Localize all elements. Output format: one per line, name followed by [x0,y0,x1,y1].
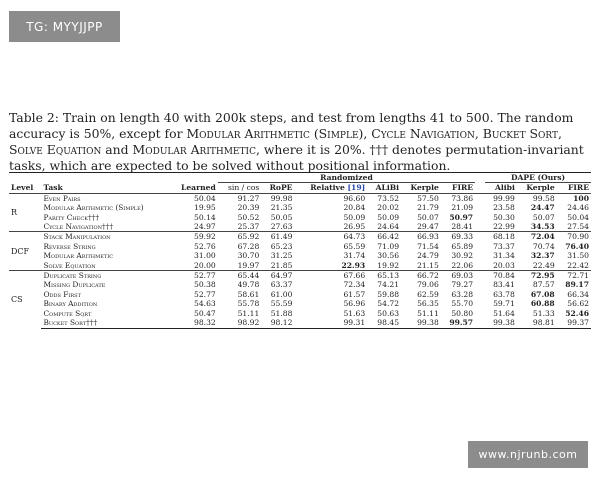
task-name: Modular Arithmetic [43,251,114,261]
column-spacer [475,280,485,289]
table-cell: 59.71 [493,299,515,309]
table-cell: 20.00 [194,260,216,270]
table-cell: 51.11 [237,308,260,318]
table-cell: 61.57 [343,289,366,299]
column-spacer [475,203,485,212]
header-dape-alibi: Alibi [494,183,515,193]
table-cell: 65.23 [270,241,293,251]
table-cell: 26.95 [343,222,366,232]
column-spacer [475,261,485,271]
table-cell: 20.84 [343,203,366,213]
table-cell: 72.71 [557,271,591,281]
column-spacer [475,271,485,281]
task-name: Bucket Sort††† [41,318,170,328]
table-cell: 99.99 [485,193,517,203]
table-cell: 74.21 [377,280,400,290]
table-caption: Table 2: Train on length 40 with 200k steps, and test from lengths 41 to 500. The random accuracy is 50%, except for Modular Arithmetic (Simple), Cycle Navigation, Bucket Sort, Solve Equation and Modular Arithmetic, where it is 20%. ††† denotes permutation-invariant tasks, which are expected to be solved without positional information. [9,110,584,173]
table-cell: 67.28 [237,241,260,251]
table-cell: 21.35 [270,203,293,213]
table-cell: 76.40 [565,241,589,251]
task-name: Odds First [43,289,81,299]
table-cell: 24.46 [567,203,589,213]
table-cell: 22.06 [451,260,474,270]
table-cell: 21.15 [417,260,439,270]
task-name: Reverse String [43,241,96,251]
table-cell: 30.70 [237,251,260,261]
table-cell: 91.27 [218,193,262,203]
header-dape-kerple: Kerple [526,183,555,193]
level-label: DCF [9,232,41,271]
table-cell: 20.39 [237,203,260,213]
table-cell: 79.06 [417,280,439,290]
table-cell: 52.76 [194,241,216,251]
level-label: R [9,193,41,232]
table-cell: 21.79 [417,203,439,213]
watermark-bottom: www.njrunb.com [468,441,588,468]
table-cell: 70.84 [485,271,517,281]
table-cell: 54.63 [194,299,216,309]
table-cell: 56.96 [343,299,366,309]
table-cell: 50.30 [493,212,515,222]
table-cell: 99.58 [517,193,557,203]
table-cell: 51.63 [343,308,366,318]
table-cell: 55.70 [451,299,474,309]
table-cell: 59.92 [170,232,218,242]
table-cell: 24.64 [377,222,400,232]
table-cell: 50.14 [194,212,216,222]
table-cell: 56.62 [567,299,589,309]
table-cell: 98.45 [367,318,401,328]
table-cell: 20.02 [377,203,400,213]
table-cell: 65.44 [218,271,262,281]
table-cell: 89.17 [565,280,589,290]
task-name: Binary Addition [43,299,98,309]
table-cell: 67.08 [530,289,555,299]
table-cell: 27.63 [270,222,293,232]
table-cell: 51.33 [532,308,555,318]
header-level: Level [11,183,34,193]
table-cell: 96.60 [294,193,367,203]
table-cell: 65.59 [343,241,366,251]
table-cell: 63.37 [270,280,293,290]
table-cell: 99.98 [261,193,294,203]
table-cell: 73.52 [367,193,401,203]
table-cell: 65.89 [451,241,474,251]
table-cell: 22.93 [341,260,366,270]
table-cell: 29.47 [417,222,439,232]
table-cell: 32.37 [530,251,555,261]
column-spacer [475,222,485,232]
table-row [9,318,591,328]
table-row [9,261,591,271]
table-cell: 31.25 [270,251,293,261]
table-cell: 49.78 [237,280,260,290]
table-cell: 22.42 [567,260,589,270]
table-cell: 50.80 [451,308,474,318]
table-cell: 66.42 [367,232,401,242]
table-cell: 100 [557,193,591,203]
table-cell: 23.58 [493,203,515,213]
table-cell: 60.88 [530,299,555,309]
column-spacer [475,309,485,318]
table-cell: 28.41 [451,222,474,232]
table-cell: 66.72 [401,271,441,281]
column-spacer [475,193,485,203]
table-cell: 51.11 [417,308,439,318]
header-relative: Relative [19] [310,183,366,193]
table-cell: 31.50 [567,251,589,261]
table-cell: 79.27 [451,280,474,290]
table-cell: 73.37 [493,241,515,251]
table-cell: 61.49 [261,232,294,242]
table-cell: 21.09 [451,203,474,213]
table-row [9,203,591,212]
table-cell: 63.78 [493,289,515,299]
table-cell: 98.92 [218,318,262,328]
table-cell: 72.95 [517,271,557,281]
table-cell: 50.09 [343,212,366,222]
table-cell: 50.52 [237,212,260,222]
table-cell: 55.59 [270,299,293,309]
table-row [9,309,591,318]
table-cell: 50.47 [194,308,216,318]
level-label: CS [9,271,41,328]
citation-link[interactable]: [19] [347,183,366,193]
table-cell: 50.04 [170,193,218,203]
table-cell: 98.12 [261,318,294,328]
task-name: Cycle Navigation††† [43,222,114,232]
table-cell: 19.95 [194,203,216,213]
table-cell: 31.00 [194,251,216,261]
table-cell: 24.97 [194,222,216,232]
header-fire: FIRE [452,183,474,193]
table-row [9,290,591,299]
table-cell: 64.97 [261,271,294,281]
watermark-top: TG: MYYJJPP [9,11,120,42]
header-learned: Learned [181,183,216,193]
table-cell: 58.61 [237,289,260,299]
table-cell: 19.97 [237,260,260,270]
table-cell: 50.07 [417,212,439,222]
table-row [9,232,591,242]
column-spacer [475,290,485,299]
table-cell: 73.86 [441,193,475,203]
table-row [9,242,591,251]
column-spacer [475,213,485,222]
table-cell: 19.92 [377,260,400,270]
table-cell: 99.38 [401,318,441,328]
table-cell: 30.92 [451,251,474,261]
table-row [9,280,591,289]
table-cell: 50.38 [194,280,216,290]
header-kerple: Kerple [410,183,439,193]
table-cell: 24.79 [417,251,439,261]
header-rope: RoPE [269,183,293,193]
dape-group-header: DAPE (Ours) [485,173,591,183]
table-cell: 99.37 [557,318,591,328]
task-name: Modular Arithmetic (Simple) [43,203,144,213]
table-cell: 99.31 [294,318,367,328]
table-cell: 61.00 [270,289,293,299]
table-cell: 52.77 [170,271,218,281]
table-cell: 51.88 [270,308,293,318]
task-name: Solve Equation [43,260,96,270]
table-cell: 66.93 [401,232,441,242]
header-sincos: sin / cos [228,183,260,193]
table-cell: 51.64 [493,308,515,318]
table-cell: 27.54 [567,222,589,232]
column-spacer [475,251,485,260]
table-cell: 52.46 [565,308,589,318]
table-row [9,299,591,308]
table-cell: 25.37 [237,222,260,232]
task-name: Parity Check††† [43,212,100,222]
table-cell: 65.92 [218,232,262,242]
header-alibi: ALiBi [375,183,400,193]
table-cell: 31.34 [493,251,515,261]
table-cell: 54.72 [377,299,400,309]
table-cell: 55.78 [237,299,260,309]
table-cell: 50.07 [532,212,555,222]
table-cell: 87.57 [532,280,555,290]
header-task: Task [43,183,63,193]
table-cell: 30.56 [377,251,400,261]
table-cell: 64.73 [294,232,367,242]
table-cell: 71.54 [417,241,439,251]
column-spacer [475,232,485,242]
table-cell: 22.99 [493,222,515,232]
header-dape-fire: FIRE [567,183,589,193]
table-cell: 68.18 [485,232,517,242]
table-cell: 69.03 [441,271,475,281]
table-cell: 99.57 [441,318,475,328]
task-name: Stack Manipulation [41,232,170,242]
table-cell: 70.74 [532,241,555,251]
table-cell: 50.09 [377,212,400,222]
column-spacer [475,242,485,251]
table-cell: 70.90 [557,232,591,242]
table-cell: 62.59 [417,289,439,299]
table-cell: 52.77 [194,289,216,299]
table-cell: 34.53 [530,222,555,232]
table-cell: 71.09 [377,241,400,251]
task-name: Compute Sqrt [43,308,92,318]
table-cell: 20.03 [493,260,515,270]
table-row [9,213,591,222]
table-cell: 57.50 [401,193,441,203]
table-cell: 69.33 [441,232,475,242]
randomized-group-header: Randomized [218,173,475,183]
table-cell: 50.97 [449,212,474,222]
column-spacer [475,318,485,328]
table-cell: 56.35 [417,299,439,309]
table-row [9,271,591,281]
table-cell: 66.34 [567,289,589,299]
table-cell: 50.63 [377,308,400,318]
table-cell: 21.85 [270,260,293,270]
table-cell: 98.32 [170,318,218,328]
table-cell: 50.05 [270,212,293,222]
table-cell: 24.47 [530,203,555,213]
table-row [9,251,591,260]
table-cell: 31.74 [343,251,366,261]
table-cell: 65.13 [367,271,401,281]
task-name: Even Pairs [41,193,170,203]
table-cell: 72.34 [343,280,366,290]
results-table [9,172,591,329]
table-cell: 59.88 [377,289,400,299]
table-cell: 72.04 [517,232,557,242]
task-name: Missing Duplicate [43,280,106,290]
task-name: Duplicate String [41,271,170,281]
table-row [9,193,591,203]
table-cell: 83.41 [493,280,515,290]
table-cell: 98.81 [517,318,557,328]
column-spacer [475,299,485,308]
table-cell: 63.28 [451,289,474,299]
table-cell: 99.38 [485,318,517,328]
table-cell: 67.66 [294,271,367,281]
table-cell: 22.49 [532,260,555,270]
table-row [9,222,591,232]
table-cell: 50.04 [567,212,589,222]
